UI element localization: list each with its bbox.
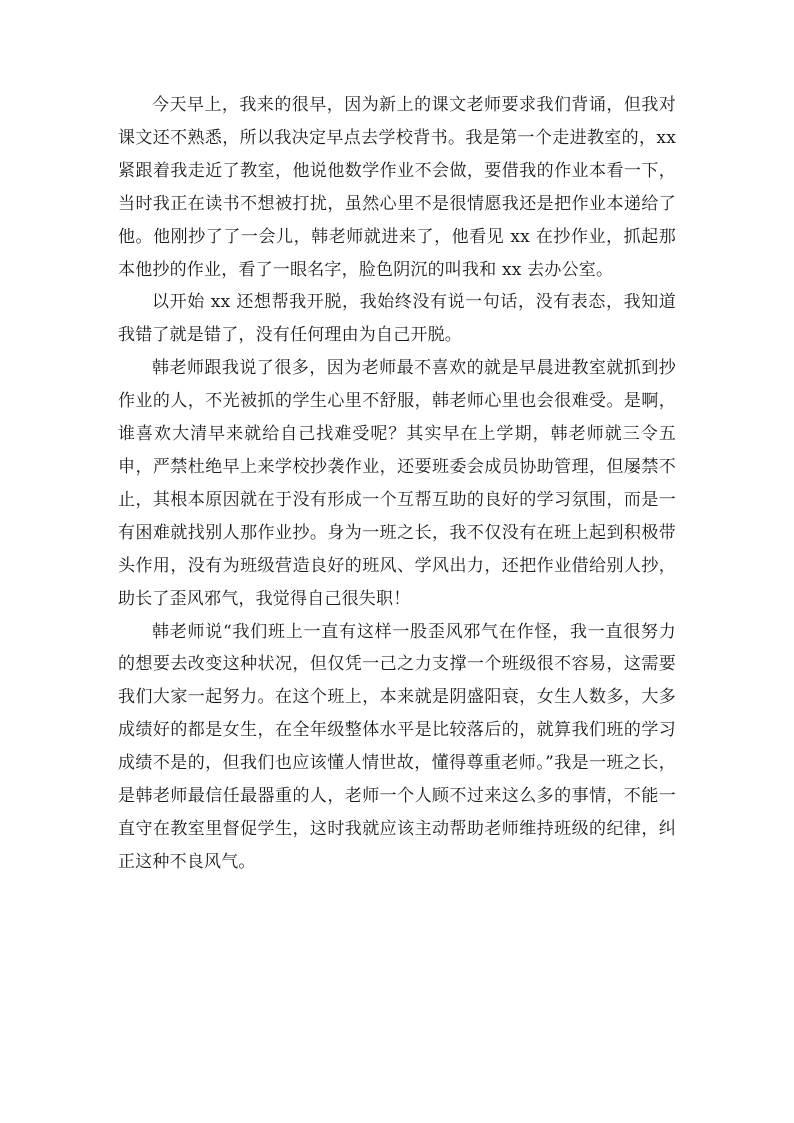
paragraph-1: 今天早上，我来的很早，因为新上的课文老师要求我们背诵，但我对课文还不熟悉，所以我决定早点去学校背书。我是第一个走进教室的，xx 紧跟着我走近了教室，他说他数学作业不会做，要借我的作业本看一下，当时我正在读书不想被打扰，虽然心里不是很情愿我还是把作业本递给了他。他刚抄了了一会儿，韩老师就进来了，他看见 xx 在抄作业，抓起那本他抄的作业，看了一眼名字，脸色阴沉的叫我和 xx 去办公室。 <box>118 95 676 280</box>
paragraph-2: 以开始 xx 还想帮我开脱，我始终没有说一句话，没有表态，我知道我错了就是错了，没有任何理由为自己开脱。 <box>118 292 676 346</box>
paragraph-4: 韩老师说“我们班上一直有这样一股歪风邪气在作怪，我一直很努力的想要去改变这种状况，但仅凭一己之力支撑一个班级很不容易，这需要我们大家一起努力。在这个班上，本来就是阴盛阳衰，女生人数多，大多成绩好的都是女生，在全年级整体水平是比较落后的，就算我们班的学习成绩不是的，但我们也应该懂人情世故，懂得尊重老师。”我是一班之长，是韩老师最信任最器重的人，老师一个人顾不过来这么多的事情，不能一直守在教室里督促学生，这时我就应该主动帮助老师维持班级的纪律，纠正这种不良风气。 <box>118 621 676 872</box>
paragraph-3: 韩老师跟我说了很多，因为老师最不喜欢的就是早晨进教室就抓到抄作业的人，不光被抓的学生心里不舒服，韩老师心里也会很难受。是啊，谁喜欢大清早来就给自己找难受呢？其实早在上学期，韩老师就三令五申，严禁杜绝早上来学校抄袭作业，还要班委会成员协助管理，但屡禁不止，其根本原因就在于没有形成一个互帮互助的良好的学习氛围，而是一有困难就找别人那作业抄。身为一班之长，我不仅没有在班上起到积极带头作用，没有为班级营造良好的班风、学风出力，还把作业借给别人抄，助长了歪风邪气，我觉得自己很失职！ <box>118 358 676 609</box>
